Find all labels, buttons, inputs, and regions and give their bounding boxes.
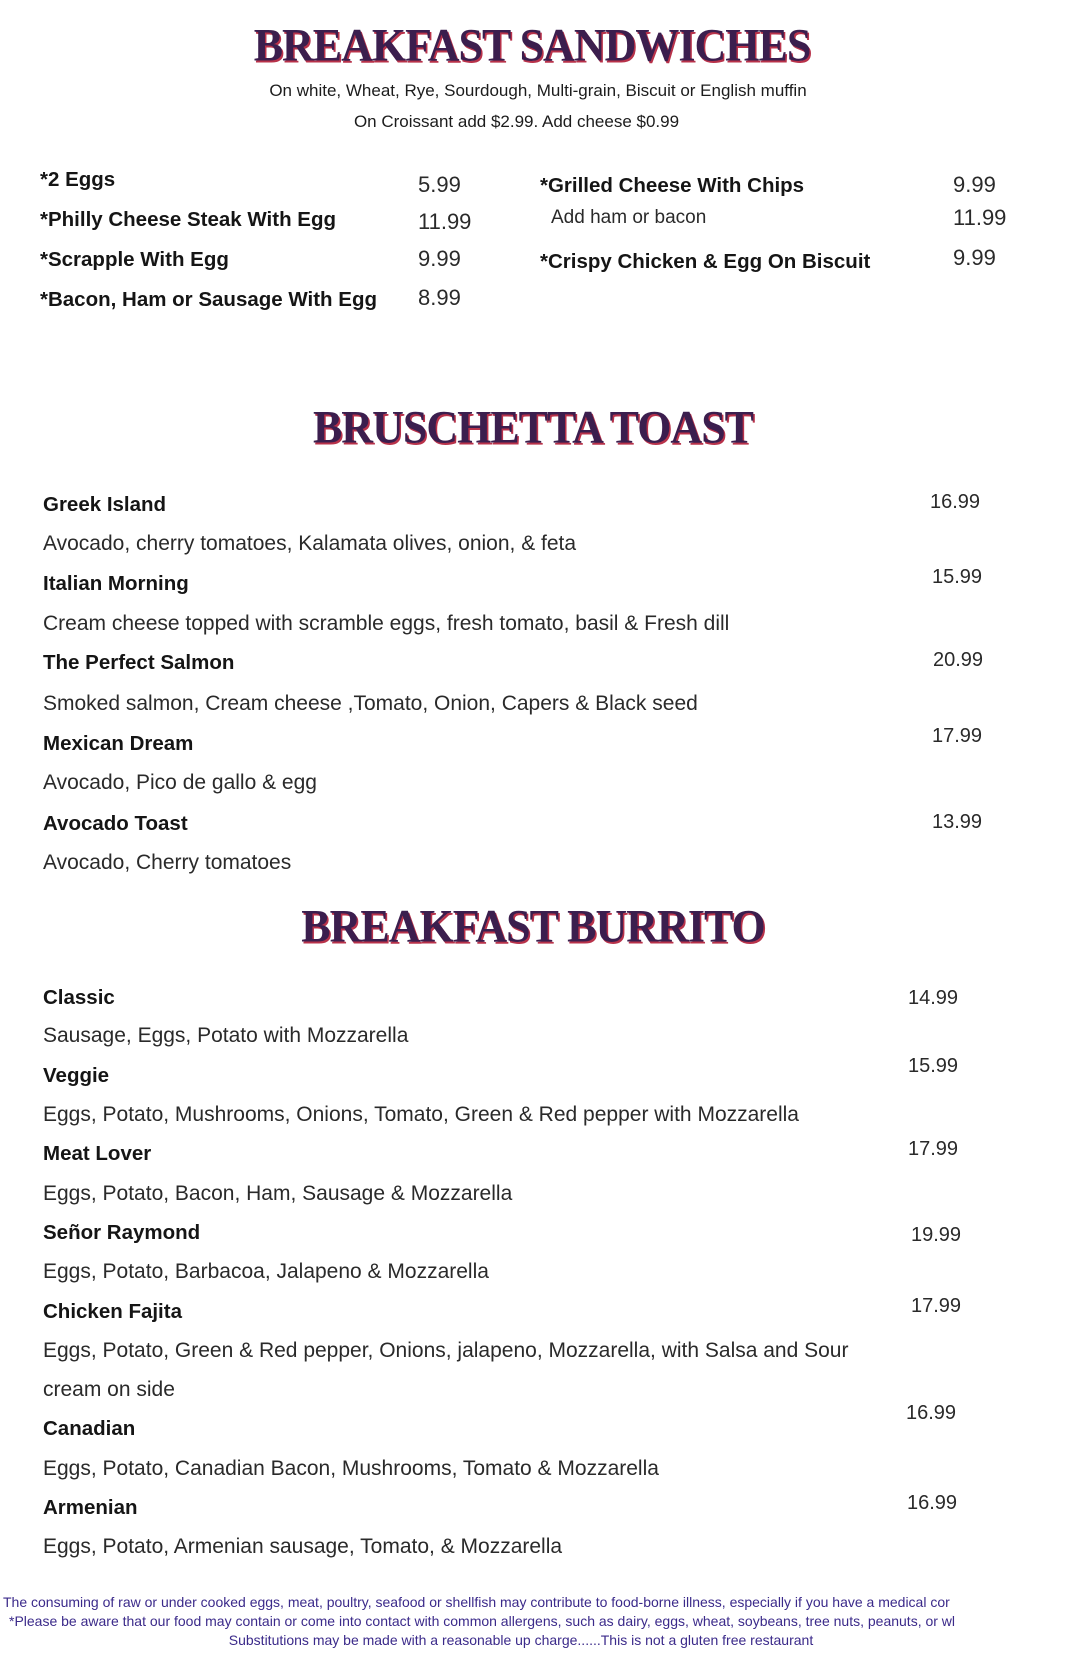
- section-title-sandwiches: BREAKFAST SANDWICHES: [253, 19, 811, 72]
- menu-item-description: Avocado, Pico de gallo & egg: [43, 771, 317, 794]
- menu-item-name: Italian Morning: [43, 572, 189, 595]
- menu-item-name: *Crispy Chicken & Egg On Biscuit: [540, 250, 871, 273]
- menu-item-price: 20.99: [933, 649, 984, 671]
- menu-item-description-cont: cream on side: [43, 1378, 175, 1401]
- menu-item-price: 11.99: [418, 209, 472, 234]
- menu-item-description: Eggs, Potato, Barbacoa, Jalapeno & Mozzarella: [43, 1260, 489, 1283]
- menu-item-price: 19.99: [911, 1224, 962, 1246]
- menu-item-description: Avocado, cherry tomatoes, Kalamata olives, onion, & feta: [43, 532, 577, 555]
- menu-item-price: 17.99: [908, 1138, 959, 1160]
- menu-item-description: Sausage, Eggs, Potato with Mozzarella: [43, 1024, 409, 1047]
- menu-item-description: Eggs, Potato, Mushrooms, Onions, Tomato, Green & Red pepper with Mozzarella: [43, 1103, 799, 1126]
- menu-item-price: 15.99: [908, 1055, 959, 1077]
- section-title-burrito: BREAKFAST BURRITO: [301, 900, 765, 953]
- menu-item-description: Eggs, Potato, Canadian Bacon, Mushrooms, Tomato & Mozzarella: [43, 1457, 659, 1480]
- sandwiches-bread-options: On white, Wheat, Rye, Sourdough, Multi-grain, Biscuit or English muffin: [269, 81, 807, 100]
- menu-item-name: Armenian: [43, 1496, 138, 1519]
- menu-item-name: Avocado Toast: [43, 812, 188, 835]
- menu-item-name: Meat Lover: [43, 1142, 152, 1165]
- menu-item-price: 16.99: [906, 1402, 957, 1424]
- menu-item-name: *2 Eggs: [40, 168, 116, 191]
- menu-item-name: Mexican Dream: [43, 732, 194, 755]
- sandwiches-addons: On Croissant add $2.99. Add cheese $0.99: [353, 112, 680, 131]
- menu-item-name: Classic: [43, 986, 115, 1009]
- menu-item-name: Canadian: [43, 1417, 136, 1440]
- menu-item-price: 5.99: [418, 172, 461, 197]
- menu-item-note: Add ham or bacon: [551, 207, 707, 228]
- menu-item-price: 8.99: [418, 285, 461, 310]
- menu-item-name: Greek Island: [43, 493, 167, 516]
- menu-item-description: Eggs, Potato, Armenian sausage, Tomato, & Mozzarella: [43, 1535, 563, 1558]
- menu-item-price: 9.99: [953, 172, 996, 197]
- menu-item-price: 17.99: [932, 725, 983, 747]
- menu-item-name: *Philly Cheese Steak With Egg: [40, 208, 337, 231]
- menu-item-description: Eggs, Potato, Bacon, Ham, Sausage & Mozzarella: [43, 1182, 513, 1205]
- menu-item-description: Smoked salmon, Cream cheese ,Tomato, Onion, Capers & Black seed: [43, 692, 698, 715]
- menu-item-price: 15.99: [932, 566, 983, 588]
- menu-item-name: The Perfect Salmon: [43, 651, 235, 674]
- menu-item-price: 16.99: [930, 491, 981, 513]
- menu-item-price: 17.99: [911, 1295, 962, 1317]
- menu-item-price: 13.99: [932, 811, 983, 833]
- menu-item-name: Veggie: [43, 1064, 110, 1087]
- menu-item-name: *Grilled Cheese With Chips: [540, 174, 805, 197]
- menu-item-name: Señor Raymond: [43, 1221, 201, 1244]
- footer-substitutions-notice: Substitutions may be made with a reasonable up charge......This is not a gluten free restaurant: [228, 1632, 814, 1648]
- menu-item-price: 16.99: [907, 1492, 958, 1514]
- section-title-bruschetta: BRUSCHETTA TOAST: [312, 401, 754, 454]
- menu-item-description: Eggs, Potato, Green & Red pepper, Onions, jalapeno, Mozzarella, with Salsa and Sour: [43, 1339, 849, 1362]
- menu-item-description: Avocado, Cherry tomatoes: [43, 851, 292, 874]
- menu-item-name: *Scrapple With Egg: [40, 248, 229, 271]
- menu-item-price: 9.99: [418, 246, 461, 271]
- menu-item-price: 9.99: [953, 245, 996, 270]
- menu-item-name: Chicken Fajita: [43, 1300, 182, 1323]
- menu-item-price: 14.99: [908, 987, 959, 1009]
- footer-food-safety-notice: The consuming of raw or under cooked eggs, meat, poultry, seafood or shellfish may contribute to food-borne illness, especially if you have a medical cor: [3, 1594, 950, 1610]
- menu-item-name: *Bacon, Ham or Sausage With Egg: [40, 288, 377, 311]
- footer-allergen-notice: *Please be aware that our food may contain or come into contact with common allergens, such as dairy, eggs, wheat, soybeans, tree nuts, peanuts, or wl: [9, 1613, 956, 1629]
- menu-item-description: Cream cheese topped with scramble eggs, fresh tomato, basil & Fresh dill: [43, 612, 730, 635]
- menu-item-price: 11.99: [953, 205, 1007, 230]
